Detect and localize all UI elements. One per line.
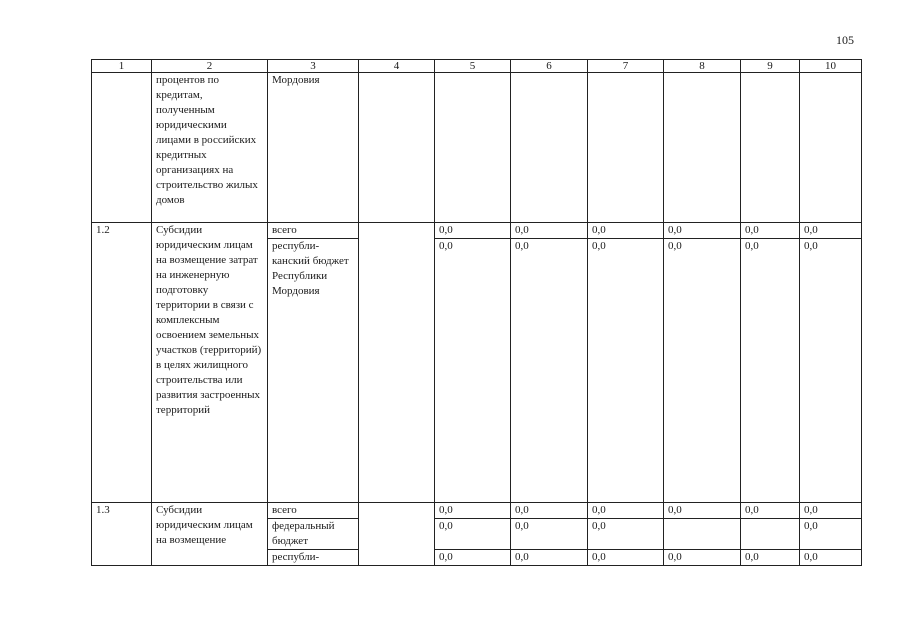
value-cell: 0,0 <box>511 239 588 503</box>
row-number: 1.2 <box>92 223 152 503</box>
row-description: Субсидии юридическим лицам на возмещение затрат на инженерную подготовку территории в связи с комплексным освоением земельных участков (территорий) в целях жилищного строительства или развития застроенных территорий <box>152 223 268 503</box>
value-cell <box>511 73 588 223</box>
column-header: 2 <box>152 60 268 73</box>
column-header: 5 <box>435 60 511 73</box>
value-cell: 0,0 <box>741 239 800 503</box>
funding-source: всего <box>268 223 359 239</box>
page-number: 105 <box>836 33 854 47</box>
value-cell <box>359 73 435 223</box>
value-cell: 0,0 <box>435 519 511 550</box>
column-header: 9 <box>741 60 800 73</box>
value-cell: 0,0 <box>435 503 511 519</box>
value-cell <box>664 519 741 550</box>
value-cell: 0,0 <box>588 519 664 550</box>
value-cell: 0,0 <box>511 550 588 566</box>
value-cell: 0,0 <box>511 519 588 550</box>
value-cell: 0,0 <box>800 503 862 519</box>
value-cell <box>588 73 664 223</box>
value-cell: 0,0 <box>800 519 862 550</box>
column-header: 10 <box>800 60 862 73</box>
value-cell: 0,0 <box>741 550 800 566</box>
value-cell: 0,0 <box>800 223 862 239</box>
value-cell: 0,0 <box>511 223 588 239</box>
funding-source: республи- <box>268 550 359 566</box>
value-cell <box>800 73 862 223</box>
budget-table <box>91 59 862 566</box>
column-header: 8 <box>664 60 741 73</box>
value-cell: 0,0 <box>511 503 588 519</box>
row-number: 1.3 <box>92 503 152 566</box>
value-cell: 0,0 <box>435 223 511 239</box>
value-cell: 0,0 <box>588 223 664 239</box>
value-cell <box>741 519 800 550</box>
column-header: 6 <box>511 60 588 73</box>
column-header: 7 <box>588 60 664 73</box>
value-cell: 0,0 <box>664 503 741 519</box>
value-cell <box>359 503 435 566</box>
value-cell: 0,0 <box>800 239 862 503</box>
value-cell <box>435 73 511 223</box>
value-cell: 0,0 <box>800 550 862 566</box>
column-header: 1 <box>92 60 152 73</box>
value-cell: 0,0 <box>435 239 511 503</box>
value-cell: 0,0 <box>741 503 800 519</box>
value-cell <box>741 73 800 223</box>
value-cell: 0,0 <box>741 223 800 239</box>
row-description: процентов по кредитам, полученным юридическими лицами в российских кредитных организациях на строительство жилых домов <box>152 73 268 223</box>
column-header: 3 <box>268 60 359 73</box>
value-cell: 0,0 <box>664 239 741 503</box>
value-cell: 0,0 <box>588 503 664 519</box>
table-row <box>92 73 862 223</box>
funding-source: Мордовия <box>268 73 359 223</box>
funding-source: республи-канский бюджет Республики Мордовия <box>268 239 359 503</box>
table-header-row <box>92 60 862 73</box>
column-header: 4 <box>359 60 435 73</box>
row-number <box>92 73 152 223</box>
table-row <box>92 503 862 519</box>
value-cell: 0,0 <box>435 550 511 566</box>
funding-source: федеральный бюджет <box>268 519 359 550</box>
value-cell: 0,0 <box>588 550 664 566</box>
table-row <box>92 223 862 239</box>
value-cell: 0,0 <box>664 550 741 566</box>
funding-source: всего <box>268 503 359 519</box>
value-cell: 0,0 <box>588 239 664 503</box>
value-cell: 0,0 <box>664 223 741 239</box>
value-cell <box>359 223 435 503</box>
row-description: Субсидии юридическим лицам на возмещение <box>152 503 268 566</box>
value-cell <box>664 73 741 223</box>
